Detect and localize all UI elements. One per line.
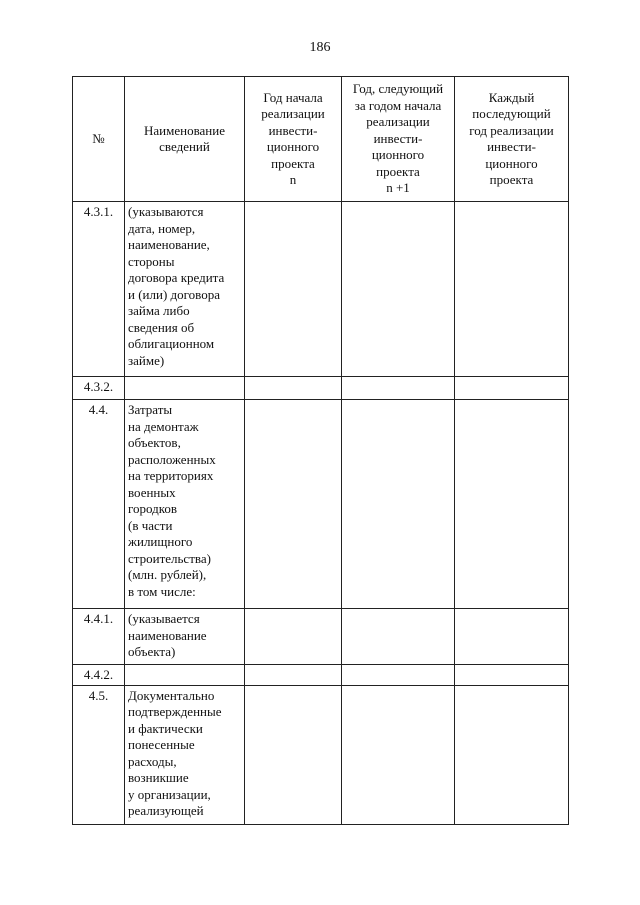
cell-year-each bbox=[455, 665, 569, 686]
cell-year-next bbox=[342, 377, 455, 400]
cell-year-each bbox=[455, 685, 569, 824]
cell-year-each bbox=[455, 609, 569, 665]
table-row bbox=[73, 609, 569, 665]
cell-year-start bbox=[245, 665, 342, 686]
header-name: Наименование сведений bbox=[125, 77, 245, 202]
table-row bbox=[73, 400, 569, 609]
cell-year-next bbox=[342, 665, 455, 686]
investment-data-table bbox=[72, 76, 569, 825]
cell-year-next bbox=[342, 202, 455, 377]
cell-year-each bbox=[455, 377, 569, 400]
row-number: 4.4.2. bbox=[73, 665, 125, 686]
cell-year-start bbox=[245, 400, 342, 609]
row-name bbox=[125, 377, 245, 400]
row-number: 4.3.1. bbox=[73, 202, 125, 377]
table-header-row bbox=[73, 77, 569, 202]
cell-year-next bbox=[342, 400, 455, 609]
row-number: 4.4. bbox=[73, 400, 125, 609]
cell-year-each bbox=[455, 202, 569, 377]
cell-year-start bbox=[245, 609, 342, 665]
header-year-next: Год, следующий за годом начала реализации инвести- ционного проекта n +1 bbox=[342, 77, 455, 202]
page-number: 186 bbox=[309, 40, 331, 55]
table-row bbox=[73, 202, 569, 377]
table-row bbox=[73, 377, 569, 400]
cell-year-start bbox=[245, 377, 342, 400]
row-name: (указывается наименование объекта) bbox=[125, 609, 245, 665]
row-name: Затраты на демонтаж объектов, расположенных на территориях военных городков (в части жилищного строительства) (млн. рублей), в том числе: bbox=[125, 400, 245, 609]
row-name bbox=[125, 665, 245, 686]
cell-year-next bbox=[342, 685, 455, 824]
table-row bbox=[73, 685, 569, 824]
cell-year-start bbox=[245, 202, 342, 377]
row-number: 4.5. bbox=[73, 685, 125, 824]
header-number: № bbox=[73, 77, 125, 202]
cell-year-start bbox=[245, 685, 342, 824]
cell-year-each bbox=[455, 400, 569, 609]
cell-year-next bbox=[342, 609, 455, 665]
table-row bbox=[73, 665, 569, 686]
row-number: 4.3.2. bbox=[73, 377, 125, 400]
header-year-each: Каждый последующий год реализации инвести- ционного проекта bbox=[455, 77, 569, 202]
row-number: 4.4.1. bbox=[73, 609, 125, 665]
header-year-start: Год начала реализации инвести- ционного проекта n bbox=[245, 77, 342, 202]
row-name: Документально подтвержденные и фактически понесенные расходы, возникшие у организации, реализующей bbox=[125, 685, 245, 824]
row-name: (указываются дата, номер, наименование, стороны договора кредита и (или) договора займа либо сведения об облигационном займе) bbox=[125, 202, 245, 377]
